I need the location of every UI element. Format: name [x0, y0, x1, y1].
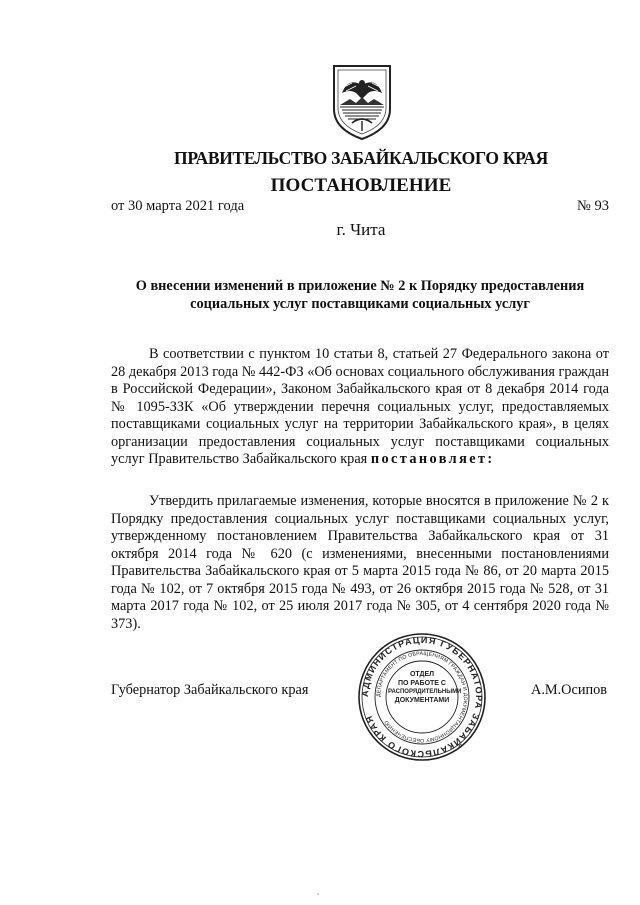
- stamp-line-4: ДОКУМЕНТАМИ: [394, 696, 450, 704]
- document-city: г. Чита: [336, 220, 386, 239]
- document-subject: [111, 278, 609, 313]
- government-name: ПРАВИТЕЛЬСТВО ЗАБАЙКАЛЬСКОГО КРАЯ: [174, 148, 548, 168]
- stamp-line-3: РАСПОРЯДИТЕЛЬНЫМИ: [388, 689, 462, 695]
- stamp-inner-ring-text: ДЕПАРТАМЕНТ ПО ОБРАЩЕНИЯМ ГРАЖДАН И ДОКУМЕНТАЦИОННОМУ ОБЕСПЕЧЕНИЮ: [375, 650, 469, 744]
- stamp-ring-text: АДМИНИСТРАЦИЯ ГУБЕРНАТОРА ЗАБАЙКАЛЬСКОГО КРАЯ: [359, 634, 485, 760]
- stamp-center-text: [388, 671, 462, 705]
- signer-title: Губернатор Забайкальского края: [111, 682, 309, 698]
- signer-name: А.М.Осипов: [531, 682, 608, 698]
- coat-of-arms-icon: [330, 63, 394, 141]
- stamp-line-2: ПО РАБОТЕ С: [398, 679, 446, 687]
- stamp-line-1: ОТДЕЛ: [409, 671, 435, 678]
- subject-line-1: О внесении изменений в приложение № 2 к Порядку предоставления: [135, 278, 585, 294]
- preamble-paragraph: [111, 346, 609, 469]
- subject-line-2: социальных услуг поставщиками социальных услуг: [190, 295, 530, 312]
- document-number: № 93: [577, 198, 609, 214]
- decree-word: постановляет: [370, 451, 488, 467]
- preamble-text: В соответствии с пунктом 10 статьи 8, статьей 27 Федерального закона от 28 декабря 2013 года № 442-ФЗ «Об основах социального обслуживания граждан в Российской Федерации», Законом Забайкальского края от 8 декабря 2014 года № 1095-ЗЗК «Об утверждении перечня социальных услуг, предоставляемых поставщиками социальных услуг на территории Забайкальского края», в целях организации предоставления социальных услуг поставщиками социальных услуг Правительство Забайкальского края: [111, 346, 610, 467]
- official-stamp: [356, 631, 488, 763]
- document-date: от 30 марта 2021 года: [111, 198, 245, 214]
- scan-dot: [317, 893, 319, 895]
- resolution-paragraph: Утвердить прилагаемые изменения, которые вносятся в приложение № 2 к Порядку предоставления социальных услуг поставщиками социальных услуг, утвержденному постановлением Правительства Забайкальского края от 31 октября 2014 года № 620 (с изменениями, внесенными постановлениями Правительства Забайкальского края от 5 марта 2015 года № 86, от 20 марта 2015 года № 102, от 7 октября 2015 года № 493, от 26 октября 2015 года № 528, от 31 марта 2017 года № 102, от 25 июля 2017 года № 305, от 4 сентября 2020 года № 373).: [111, 493, 609, 632]
- document-type: ПОСТАНОВЛЕНИЕ: [270, 175, 452, 196]
- decree-colon: :: [487, 451, 493, 467]
